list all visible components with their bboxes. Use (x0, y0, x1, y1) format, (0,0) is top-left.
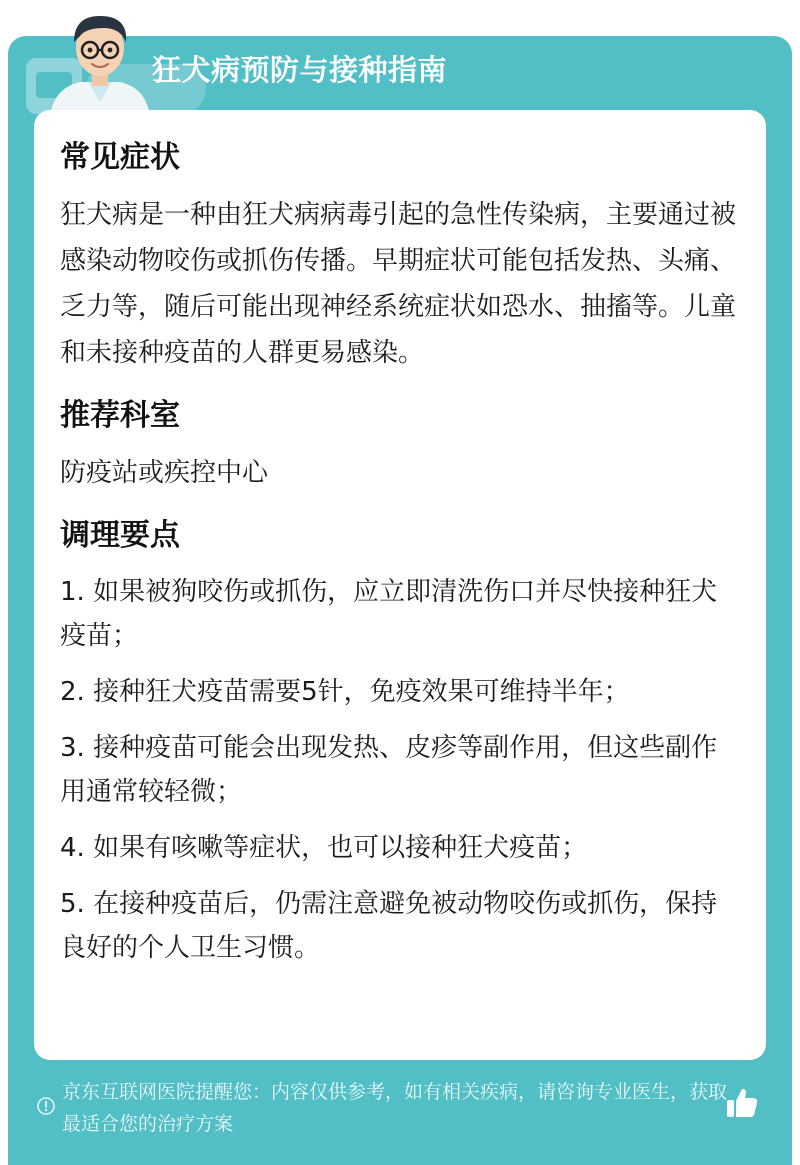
department-title: 推荐科室 (60, 398, 180, 433)
thumbs-up-icon[interactable] (724, 1085, 760, 1121)
list-item: 1. 如果被狗咬伤或抓伤，应立即清洗伤口并尽快接种狂犬疫苗； (60, 577, 718, 651)
symptoms-text: 狂犬病是一种由狂犬病病毒引起的急性传染病，主要通过被感染动物咬伤或抓伤传播。早期症状可能包括发热、头痛、乏力等，随后可能出现神经系统症状如恐水、抽搐等。儿童和未接种疫苗的人群更易感染。 (60, 200, 737, 368)
footer-disclaimer: 京东互联网医院提醒您：内容仅供参考，如有相关疾病，请咨询专业医生，获取最适合您的治疗方案 (62, 1081, 728, 1135)
list-item: 5. 在接种疫苗后，仍需注意避免被动物咬伤或抓伤，保持良好的个人卫生习惯。 (60, 889, 718, 963)
doctor-avatar (40, 6, 160, 116)
list-item: 4. 如果有咳嗽等症状，也可以接种狂犬疫苗； (60, 833, 588, 863)
page-title: 狂犬病预防与接种指南 (152, 53, 448, 87)
care-title: 调理要点 (60, 518, 180, 553)
list-item: 3. 接种疫苗可能会出现发热、皮疹等副作用，但这些副作用通常较轻微； (60, 733, 718, 807)
department-text: 防疫站或疾控中心 (60, 458, 269, 488)
list-item: 2. 接种狂犬疫苗需要5针，免疫效果可维持半年； (60, 677, 630, 707)
content-card (34, 110, 766, 1060)
content-body (60, 132, 740, 982)
care-list (60, 570, 740, 970)
symptoms-title: 常见症状 (60, 140, 180, 175)
info-icon (36, 1096, 56, 1116)
